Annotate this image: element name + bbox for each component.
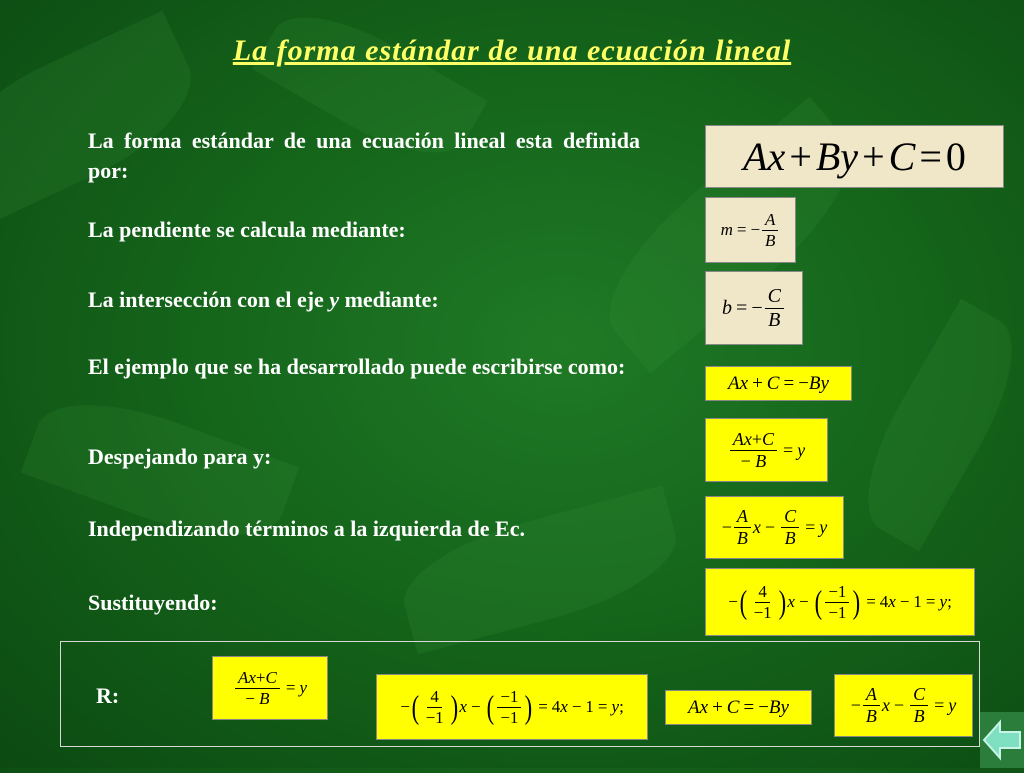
formula-solve-y: $\frac{Ax+C}{- B}$ = y: [705, 418, 828, 482]
formula-isolate: − $\frac{A}{B}$ x − $\frac{C}{B}$ = y: [705, 496, 844, 559]
slide-title: La forma estándar de una ecuación lineal: [232, 34, 792, 67]
row-text-slope: La pendiente se calcula mediante:: [88, 217, 406, 242]
row-text-substituting: Sustituyendo:: [88, 590, 218, 615]
leaf-watermark: [392, 485, 688, 654]
formula-standard-form: Ax + By + C = 0: [705, 125, 1004, 188]
row-text-standard-form: La forma estándar de una ecuación lineal esta definida por:: [88, 128, 640, 183]
formula-substitution: − ( $\frac{4}{-1}$ ) x − ( $\frac{-1}{-1}$ ) = 4 x − 1 = y ;: [705, 568, 975, 636]
row-text-intercept: [88, 285, 648, 315]
intercept-text-after: mediante:: [339, 287, 439, 312]
row-text-example: El ejemplo que se ha desarrollado puede escribirse como:: [88, 354, 626, 379]
answer-formula-example: Ax + C = − By: [665, 690, 812, 725]
formula-slope: m = − $\frac{A}{B}$: [705, 197, 796, 263]
formula-intercept: b = − $\frac{C}{B}$: [705, 271, 803, 345]
answer-label: R:: [96, 683, 120, 708]
intercept-text-before: La intersección con el eje: [88, 287, 330, 312]
row-text-isolate-terms: Independizando términos a la izquierda de Ec.: [88, 516, 525, 541]
leaf-watermark: [841, 299, 1024, 552]
answer-formula-isolate: − $\frac{A}{B}$ x − $\frac{C}{B}$ = y: [834, 674, 973, 737]
intercept-text-var: y: [329, 287, 340, 312]
formula-example: Ax + C = − By: [705, 366, 852, 401]
back-arrow-icon[interactable]: [980, 712, 1024, 768]
answer-formula-substitution: − ( $\frac{4}{-1}$ ) x − ( $\frac{-1}{-1}$ ) = 4 x − 1 = y ;: [376, 674, 648, 740]
row-text-solve-y: Despejando para y:: [88, 444, 272, 469]
answer-formula-solve-y: $\frac{Ax+C}{- B}$ = y: [212, 656, 328, 720]
